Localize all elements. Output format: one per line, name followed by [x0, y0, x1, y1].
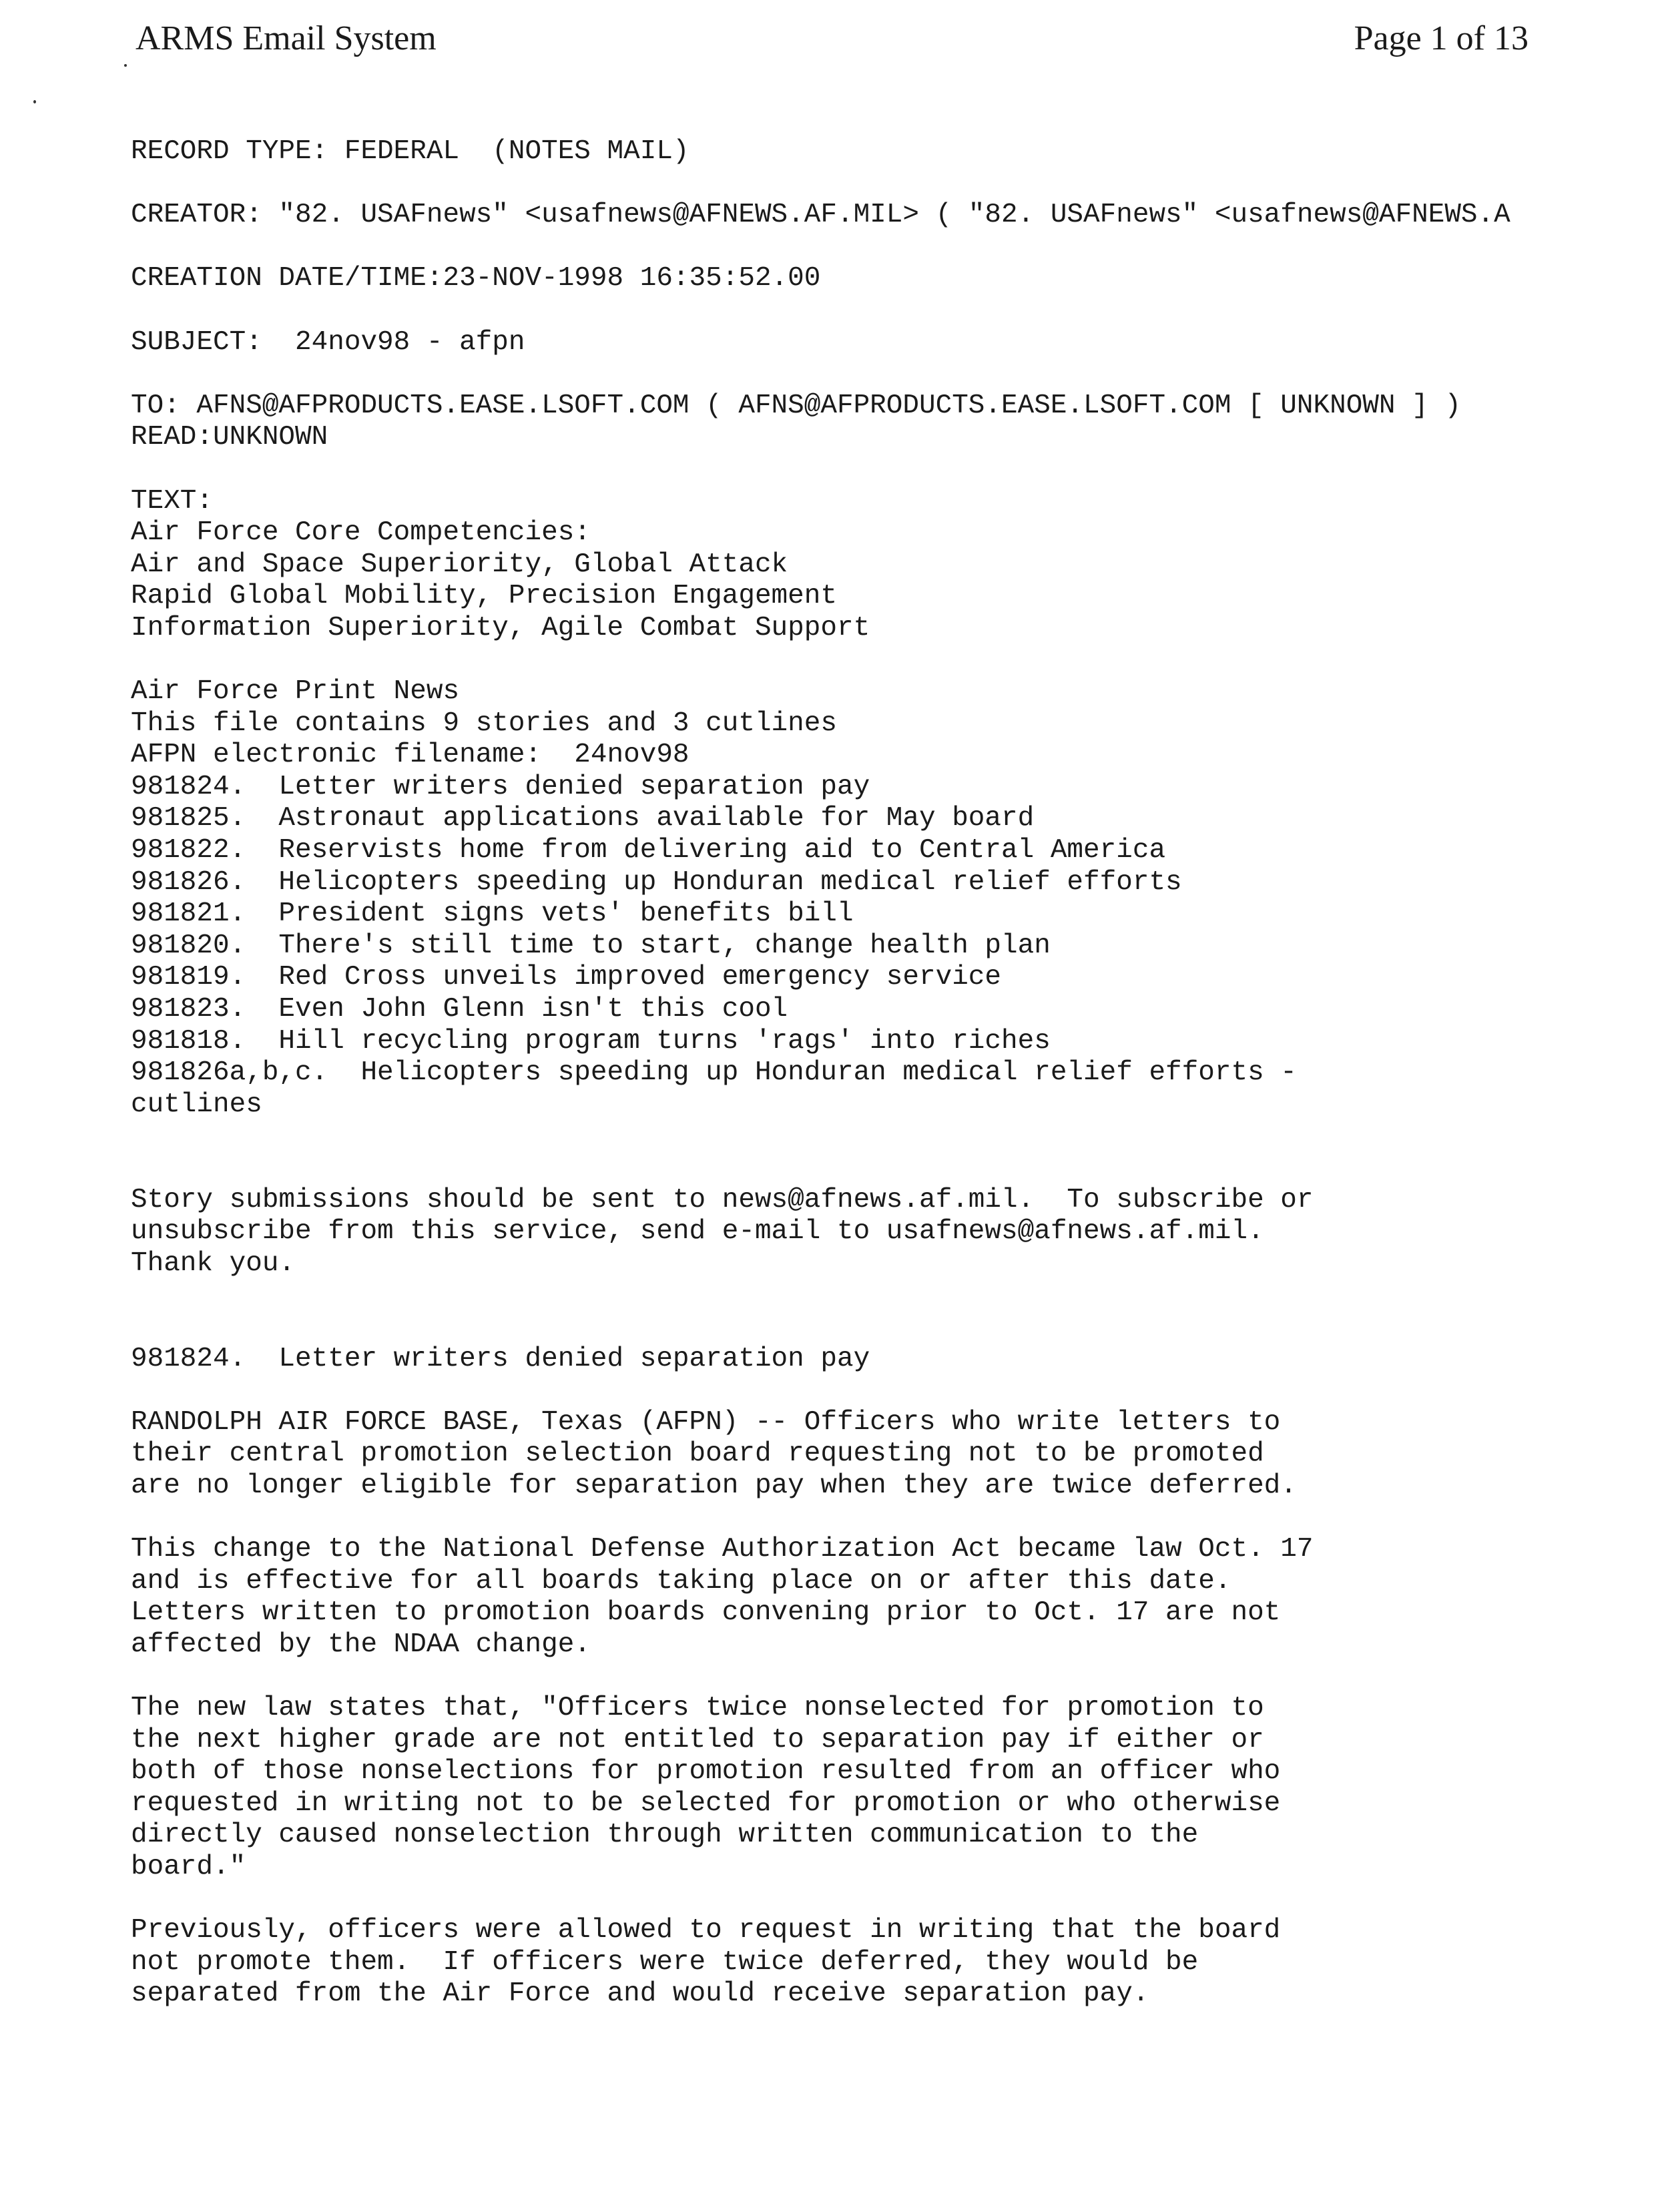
submissions-line: Thank you. [131, 1248, 296, 1279]
paragraph-line: board." [131, 1852, 246, 1883]
story-list-item: 981818. Hill recycling program turns 'rags' into riches [131, 1025, 1051, 1057]
story-list-item: 981826a,b,c. Helicopters speeding up Honduran medical relief efforts - [131, 1057, 1297, 1089]
submissions-line: Story submissions should be sent to news@afnews.af.mil. To subscribe or [131, 1184, 1314, 1215]
competencies-line: Air Force Core Competencies: [131, 517, 591, 549]
paragraph-line: This change to the National Defense Authorization Act became law Oct. 17 [131, 1534, 1314, 1565]
story-list-item: 981825. Astronaut applications available for May board [131, 803, 1035, 834]
story-list-item: 981819. Red Cross unveils improved emergency service [131, 962, 1002, 993]
creation-date: CREATION DATE/TIME:23-NOV-1998 16:35:52.00 [131, 263, 821, 294]
record-type: RECORD TYPE: FEDERAL (NOTES MAIL) [131, 136, 689, 167]
page-header [0, 15, 1666, 68]
story-list-item: 981823. Even John Glenn isn't this cool [131, 994, 788, 1025]
paragraph-line: are no longer eligible for separation pay when they are twice deferred. [131, 1470, 1297, 1501]
paragraph-line: not promote them. If officers were twice deferred, they would be [131, 1946, 1199, 1978]
paragraph-line: separated from the Air Force and would receive separation pay. [131, 1978, 1149, 2010]
intro-line: AFPN electronic filename: 24nov98 [131, 740, 689, 771]
paragraph-line: both of those nonselections for promotion resulted from an officer who [131, 1756, 1281, 1787]
paragraph-line: the next higher grade are not entitled to separation pay if either or [131, 1724, 1264, 1755]
page-number: Page 1 of 13 [1354, 19, 1529, 57]
paragraph-line: Previously, officers were allowed to request in writing that the board [131, 1915, 1281, 1946]
competencies-line: Information Superiority, Agile Combat Support [131, 612, 870, 643]
story-list-item: 981821. President signs vets' benefits bill [131, 898, 854, 930]
to-recipients: TO: AFNS@AFPRODUCTS.EASE.LSOFT.COM ( AFNS@AFPRODUCTS.EASE.LSOFT.COM [ UNKNOWN ] ) [131, 390, 1461, 421]
document-title: ARMS Email System [135, 19, 437, 57]
submissions-line: unsubscribe from this service, send e-mail to usafnews@afnews.af.mil. [131, 1216, 1264, 1248]
competencies-line: Rapid Global Mobility, Precision Engagement [131, 581, 837, 612]
intro-line: This file contains 9 stories and 3 cutlines [131, 708, 837, 739]
read-status: READ:UNKNOWN [131, 422, 328, 453]
paragraph-line: RANDOLPH AIR FORCE BASE, Texas (AFPN) -- Officers who write letters to [131, 1406, 1281, 1438]
paragraph-line: their central promotion selection board requesting not to be promoted [131, 1438, 1264, 1470]
story-list-item: 981820. There's still time to start, change health plan [131, 930, 1051, 961]
paragraph-line: directly caused nonselection through written communication to the [131, 1820, 1199, 1851]
story-heading: 981824. Letter writers denied separation pay [131, 1343, 870, 1374]
paragraph-line: affected by the NDAA change. [131, 1629, 591, 1660]
text-label: TEXT: [131, 485, 214, 517]
intro-line: Air Force Print News [131, 676, 460, 708]
paragraph-line: requested in writing not to be selected for promotion or who otherwise [131, 1787, 1281, 1819]
scan-speck [124, 64, 127, 67]
story-list-item: 981822. Reservists home from delivering aid to Central America [131, 835, 1166, 866]
story-list-item: cutlines [131, 1089, 262, 1120]
email-body [131, 136, 1626, 2010]
paragraph-line: Letters written to promotion boards convening prior to Oct. 17 are not [131, 1597, 1281, 1629]
paragraph-line: The new law states that, "Officers twice nonselected for promotion to [131, 1693, 1264, 1724]
creator: CREATOR: "82. USAFnews" <usafnews@AFNEWS.AF.MIL> ( "82. USAFnews" <usafnews@AFNEWS.A [131, 200, 1510, 231]
subject: SUBJECT: 24nov98 - afpn [131, 326, 525, 358]
competencies-line: Air and Space Superiority, Global Attack [131, 549, 788, 580]
paragraph-line: and is effective for all boards taking place on or after this date. [131, 1565, 1231, 1597]
story-list-item: 981824. Letter writers denied separation pay [131, 771, 870, 802]
scan-speck [33, 100, 36, 103]
story-list-item: 981826. Helicopters speeding up Honduran medical relief efforts [131, 866, 1182, 898]
